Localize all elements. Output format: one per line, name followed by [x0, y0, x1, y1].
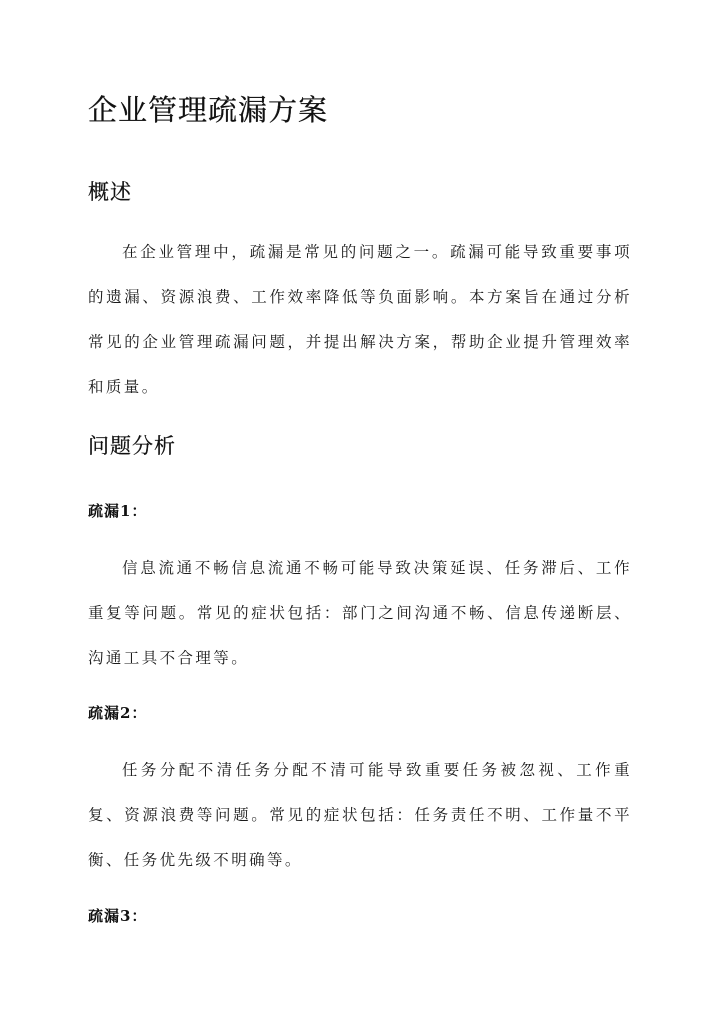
document-title: 企业管理疏漏方案 [88, 93, 329, 127]
issue-heading-3: 疏漏3： [88, 907, 148, 925]
section-heading-analysis: 问题分析 [88, 434, 176, 458]
issue-heading-2: 疏漏2： [88, 704, 148, 722]
issue-heading-1: 疏漏1： [88, 502, 148, 520]
section-heading-overview: 概述 [88, 180, 132, 204]
issue-paragraph-1: 信息流通不畅信息流通不畅可能导致决策延误、任务滞后、工作重复等问题。常见的症状包括：部门之间沟通不畅、信息传递断层、沟通工具不合理等。 [88, 559, 632, 667]
issue-paragraph-2: 任务分配不清任务分配不清可能导致重要任务被忽视、工作重复、资源浪费等问题。常见的症状包括：任务责任不明、工作量不平衡、任务优先级不明确等。 [88, 761, 632, 869]
overview-paragraph: 在企业管理中，疏漏是常见的问题之一。疏漏可能导致重要事项的遗漏、资源浪费、工作效率降低等负面影响。本方案旨在通过分析常见的企业管理疏漏问题，并提出解决方案，帮助企业提升管理效率和质量。 [88, 243, 632, 396]
